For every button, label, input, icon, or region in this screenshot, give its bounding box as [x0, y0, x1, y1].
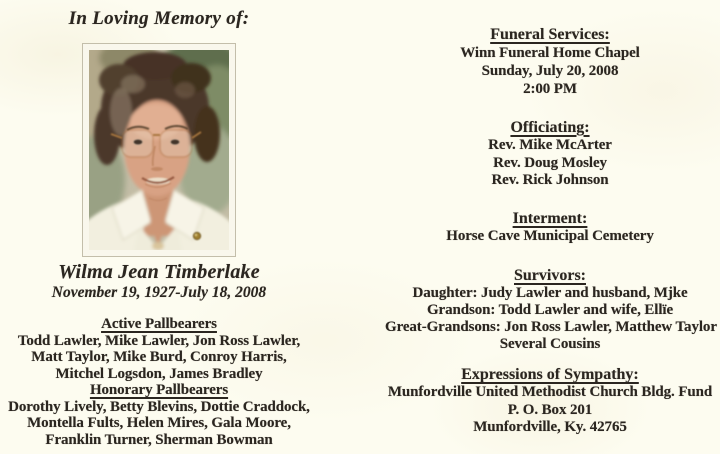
section-line: Mitchel Logsdon, James Bradley: [55, 365, 263, 382]
section-line: Todd Lawler, Mike Lawler, Jon Ross Lawler,: [17, 332, 301, 349]
in-loving-memory-heading: In Loving Memory of:: [68, 8, 250, 29]
section-line: Grandson: Todd Lawler and wife, Ellïe: [426, 302, 674, 318]
portrait-photo: [89, 50, 229, 250]
section-line: Rev. Rick Johnson: [491, 172, 609, 188]
section-line: Munfordville, Ky. 42765: [473, 419, 627, 435]
section-line: Rev. Mike McArter: [488, 137, 612, 153]
funeral-services-section: [385, 25, 715, 98]
officiating-heading: Officiating:: [510, 119, 590, 136]
expressions-of-sympathy-section: [385, 365, 715, 437]
deceased-name: Wilma Jean Timberlake: [58, 261, 260, 283]
honorary-pallbearers-heading: Honorary Pallbearers: [89, 382, 229, 398]
section-line: P. O. Box 201: [507, 401, 593, 418]
interment-heading: Interment:: [512, 210, 588, 227]
funeral-services-heading: Funeral Services:: [490, 26, 610, 43]
section-line: Munfordville United Methodist Church Bldg. Fund: [387, 384, 713, 400]
portrait-photo-frame: [82, 43, 236, 257]
officiating-section: [385, 118, 715, 190]
expressions-of-sympathy-heading: Expressions of Sympathy:: [461, 366, 639, 383]
section-line: Winn Funeral Home Chapel: [460, 45, 640, 61]
section-line: Montella Fults, Helen Mires, Gala Moore,: [27, 415, 291, 431]
name-block: [0, 261, 318, 301]
section-line: Dorothy Lively, Betty Blevins, Dottie Craddock,: [8, 398, 310, 415]
pallbearers-sections: [0, 316, 318, 448]
section-line: Rev. Doug Mosley: [493, 154, 607, 171]
section-line: Great-Grandsons: Jon Ross Lawler, Matthew Taylor: [385, 319, 717, 335]
active-pallbearers-heading: Active Pallbearers: [101, 316, 217, 332]
section-line: Matt Taylor, Mike Burd, Conroy Harris,: [31, 349, 287, 365]
interment-section: [385, 209, 715, 246]
section-line: 2:00 PM: [523, 81, 577, 97]
section-line: Several Cousins: [499, 336, 601, 352]
survivors-section: [385, 266, 715, 353]
section-line: Daughter: Judy Lawler and husband, Mjke: [412, 285, 688, 301]
section-line: Horse Cave Municipal Cemetery: [446, 228, 654, 244]
life-dates: November 19, 1927-July 18, 2008: [51, 284, 267, 301]
section-line: Sunday, July 20, 2008: [481, 63, 619, 79]
survivors-heading: Survivors:: [514, 267, 586, 284]
section-line: Franklin Turner, Sherman Bowman: [45, 431, 273, 448]
